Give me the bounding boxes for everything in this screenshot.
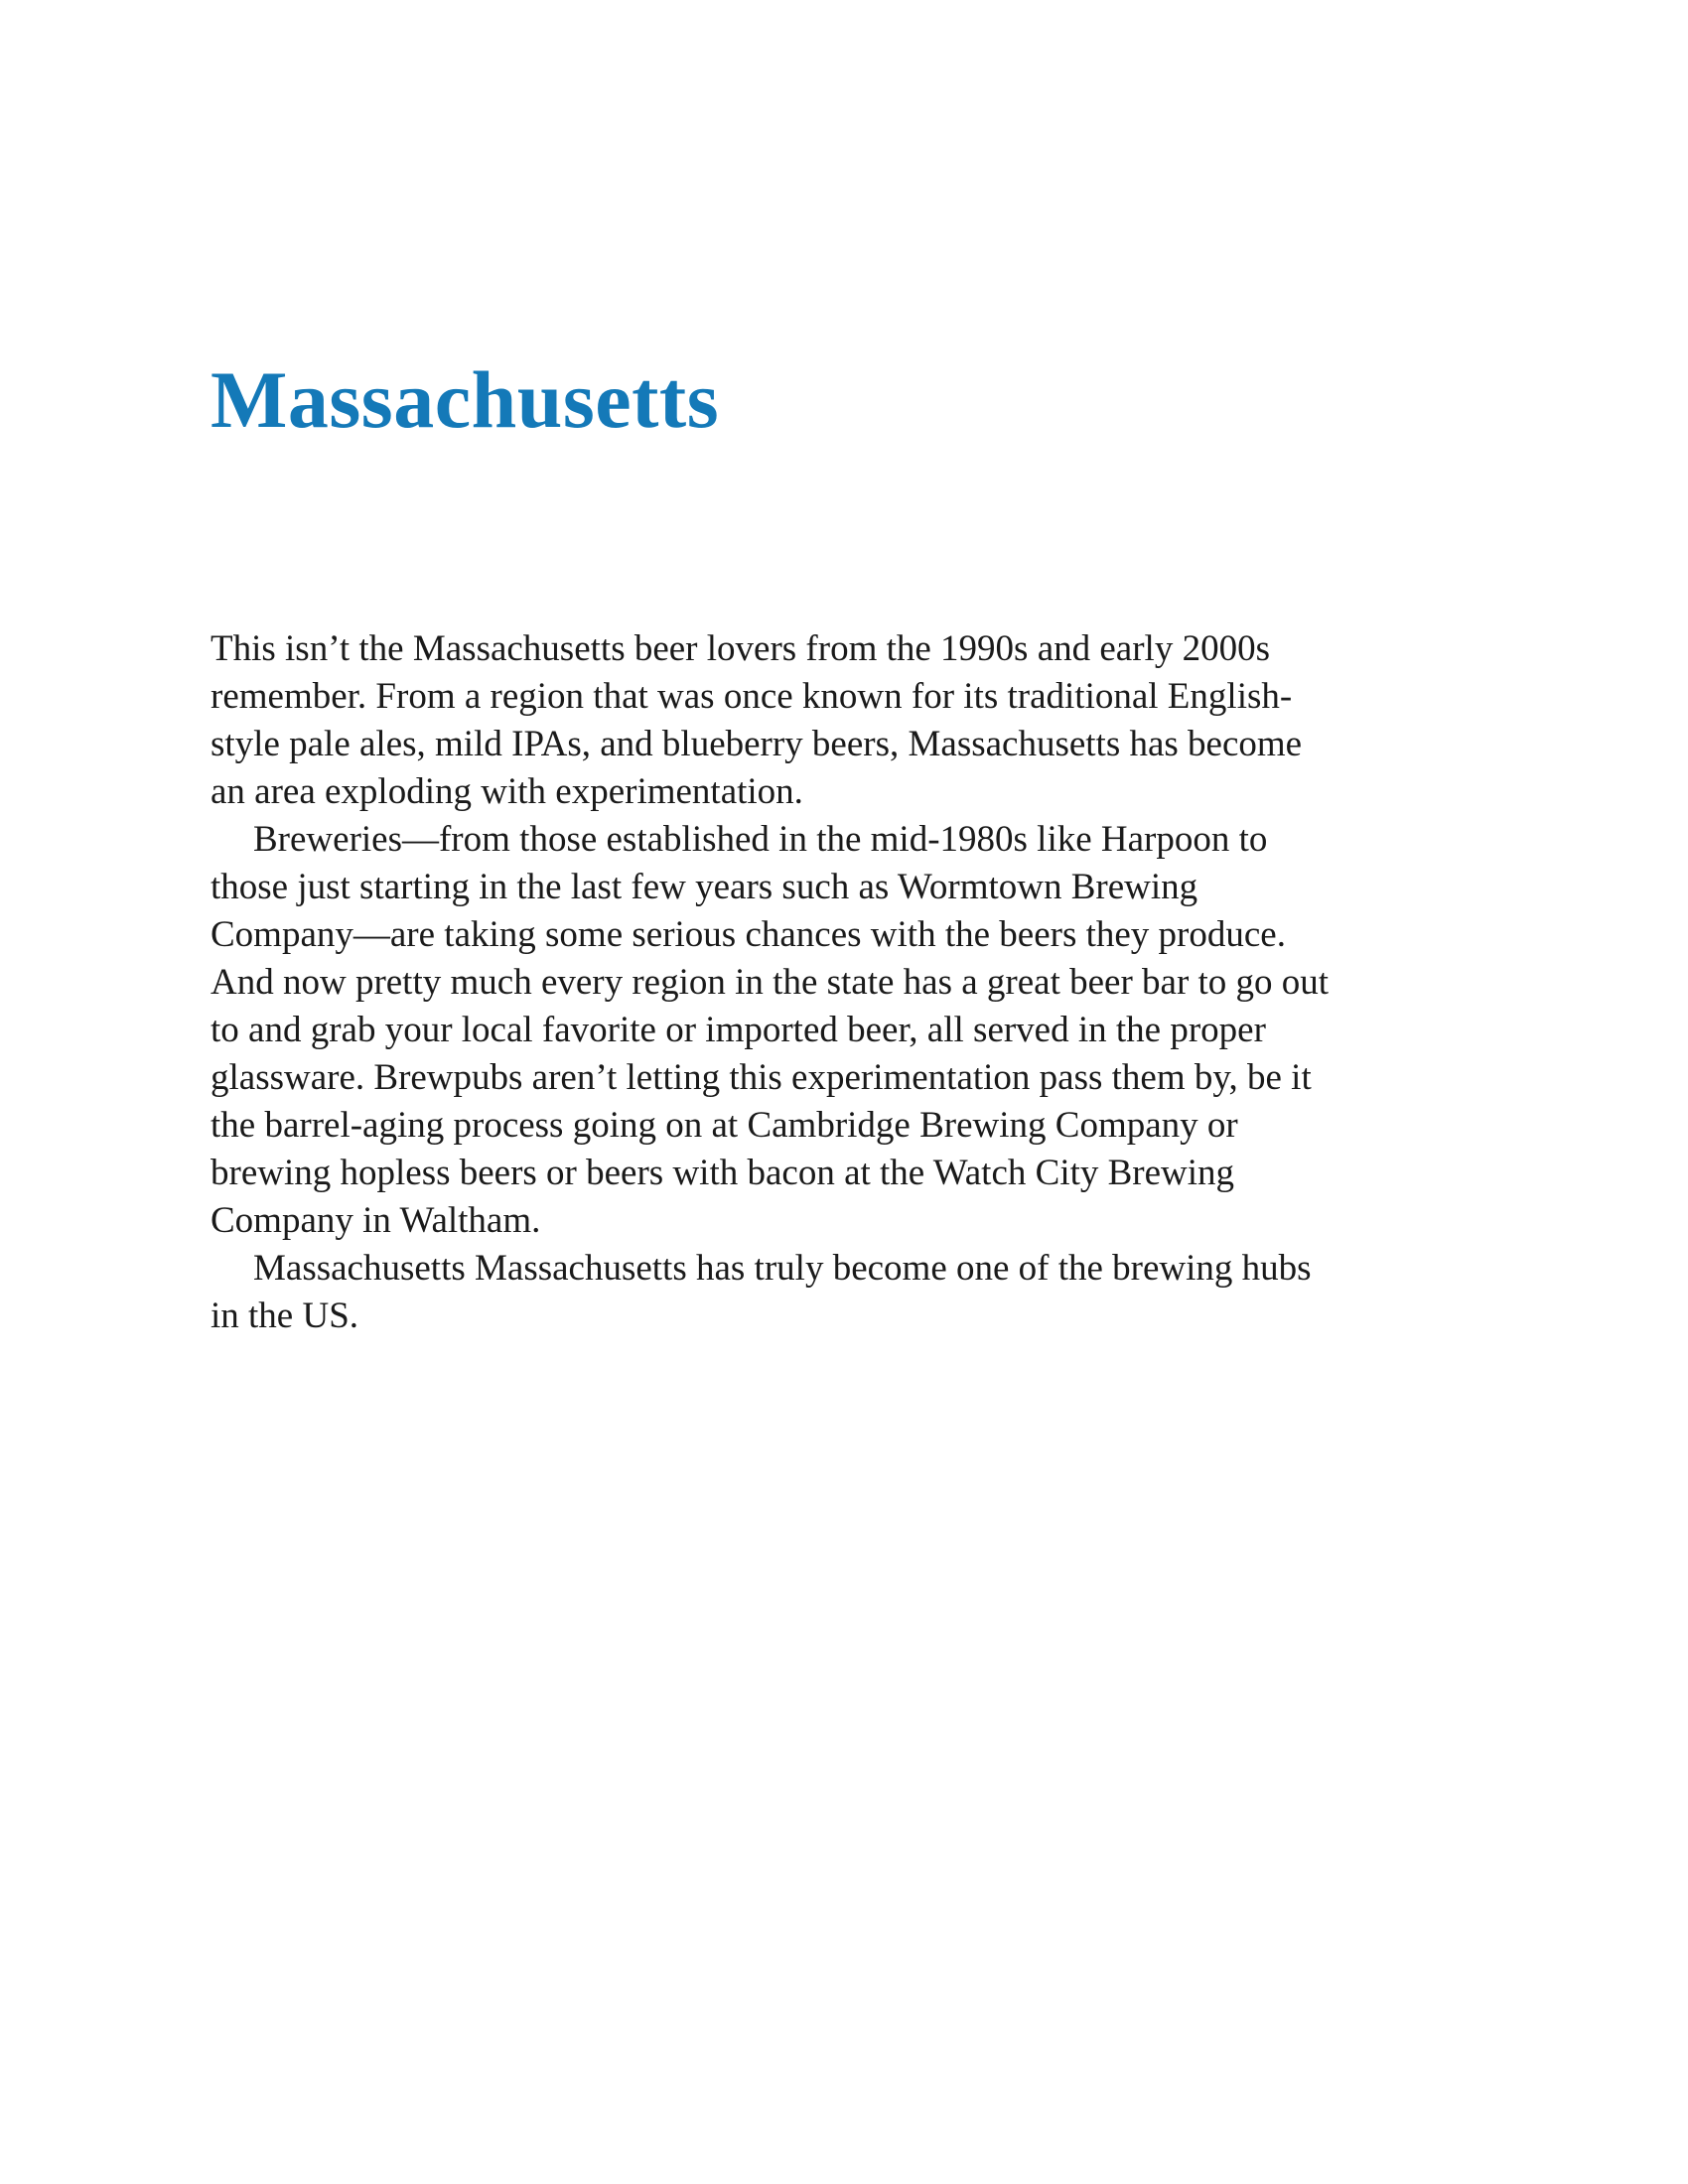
- text-line: style pale ales, mild IPAs, and blueberry beers, Massachusetts has become: [211, 724, 1303, 764]
- text-line: an area exploding with experimentation.: [211, 771, 803, 812]
- chapter-title: Massachusetts: [211, 354, 720, 445]
- text-line: This isn’t the Massachusetts beer lovers from the 1990s and early 2000s: [211, 628, 1270, 669]
- chapter-intro-text: [211, 625, 1501, 1340]
- text-line: Company in Waltham.: [211, 1200, 541, 1241]
- paragraph-2: [211, 816, 1501, 1245]
- text-line: glassware. Brewpubs aren’t letting this experimentation pass them by, be it: [211, 1057, 1312, 1098]
- text-line: in the US.: [211, 1296, 359, 1336]
- text-line: And now pretty much every region in the state has a great beer bar to go out: [211, 962, 1330, 1003]
- text-line: those just starting in the last few years such as Wormtown Brewing: [211, 867, 1198, 907]
- text-line: Company—are taking some serious chances with the beers they produce.: [211, 914, 1286, 955]
- text-line: to and grab your local favorite or imported beer, all served in the proper: [211, 1010, 1266, 1050]
- text-line: the barrel-aging process going on at Cambridge Brewing Company or: [211, 1105, 1238, 1146]
- text-line: brewing hopless beers or beers with bacon at the Watch City Brewing: [211, 1153, 1235, 1193]
- text-line: Massachusetts Massachusetts has truly become one of the brewing hubs: [253, 1248, 1312, 1289]
- paragraph-1: [211, 625, 1501, 816]
- text-line: remember. From a region that was once known for its traditional English-: [211, 676, 1293, 717]
- paragraph-3: [211, 1245, 1501, 1340]
- text-line: Breweries—from those established in the mid-1980s like Harpoon to: [253, 819, 1268, 860]
